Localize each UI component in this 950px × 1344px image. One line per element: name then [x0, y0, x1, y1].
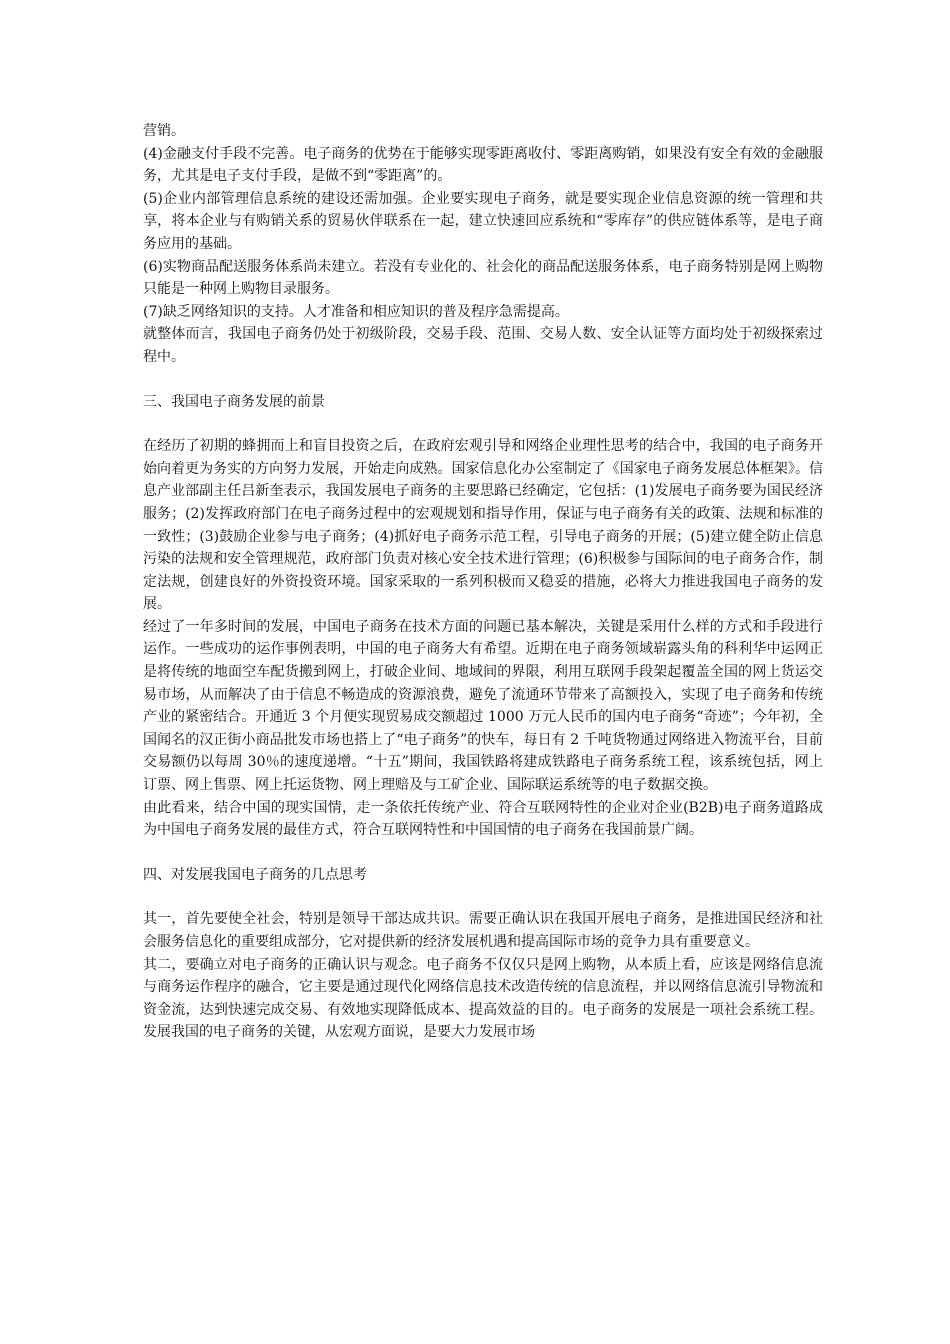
paragraph-item-6: (6)实物商品配送服务体系尚未建立。若没有专业化的、社会化的商品配送服务体系，电子商务特别是网上购物只能是一种网上购物目录服务。	[143, 258, 823, 298]
section-heading-4: 四、对发展我国电子商务的几点思考	[143, 866, 367, 883]
paragraph-item-7: (7)缺乏网络知识的支持。人才准备和相应知识的普及程序急需提高。	[143, 303, 569, 320]
paragraph-section4-2: 其二，要确立对电子商务的正确认识与观念。电子商务不仅仅只是网上购物，从本质上看，应该是网络信息流与商务运作程序的融合，它主要是通过现代化网络信息技术改造传统的信息流程，并以网络信息流引导物流和资金流，达到快速完成交易、有效地实现降低成本、提高效益的目的。电子商务的发展是一项社会系统工程。发展我国的电子商务的关键，从宏观方面说，是要大力发展市场	[143, 956, 823, 1041]
paragraph-marketing: 营销。	[143, 123, 185, 139]
paragraph-summary: 就整体而言，我国电子商务仍处于初级阶段，交易手段、范围、交易人数、安全认证等方面均处于初级探索过程中。	[143, 326, 823, 365]
section-heading-3: 三、我国电子商务发展的前景	[143, 393, 325, 410]
paragraph-section4-1: 其一，首先要使全社会，特别是领导干部达成共识。需要正确认识在我国开展电子商务，是推进国民经济和社会服务信息化的重要组成部分，它对提供新的经济发展机遇和提高国际市场的竞争力具有重要意义。	[143, 911, 823, 950]
paragraph-item-4: (4)金融支付手段不完善。电子商务的优势在于能够实现零距离收付、零距离购销，如果没有安全有效的金融服务，尤其是电子支付手段，是做不到“零距离”的。	[143, 145, 823, 185]
paragraph-section3-2: 经过了一年多时间的发展，中国电子商务在技术方面的问题已基本解决，关键是采用什么样的方式和手段进行运作。一些成功的运作事例表明，中国的电子商务大有希望。近期在电子商务领域崭露头角的科利华中运网正是将传统的地面空车配货搬到网上，打破企业间、地域间的界限，利用互联网手段架起覆盖全国的网上货运交易市场，从而解决了由于信息不畅造成的资源浪费，避免了流通环节带来了高额投入，实现了电子商务和传统产业的紧密结合。开通近 3 个月便实现贸易成交额超过 1000 万元人民币的国内电子商务“奇迹”；今年初，全国闻名的汉正街小商品批发市场也搭上了“电子商务”的快车，每日有 2 千吨货物通过网络进入物流平台，目前交易额仍以每周 30％的速度递增。“十五”期间，我国铁路将建成铁路电子商务系统工程，该系统包括，网上订票、网上售票、网上托运货物、网上理赔及与工矿企业、国际联运系统等的电子数据交换。	[143, 618, 823, 794]
paragraph-section3-3: 由此看来，结合中国的现实国情，走一条依托传统产业、符合互联网特性的企业对企业(B2B)电子商务道路成为中国电子商务发展的最佳方式，符合互联网特性和中国国情的电子商务在我国前景广阔。	[143, 799, 823, 839]
paragraph-section3-1: 在经历了初期的蜂拥而上和盲目投资之后，在政府宏观引导和网络企业理性思考的结合中，我国的电子商务开始向着更为务实的方向努力发展，开始走向成熟。国家信息化办公室制定了《国家电子商务发展总体框架》。信息产业部副主任吕新奎表示，我国发展电子商务的主要思路已经确定，它包括：(1)发展电子商务要为国民经济服务；(2)发挥政府部门在电子商务过程中的宏观规划和指导作用，保证与电子商务有关的政策、法规和标准的一致性；(3)鼓励企业参与电子商务；(4)抓好电子商务示范工程，引导电子商务的开展；(5)建立健全防止信息污染的法规和安全管理规范，政府部门负责对核心安全技术进行管理；(6)积极参与国际间的电子商务合作，制定法规，创建良好的外资投资环境。国家采取的一系列积极而又稳妥的措施，必将大力推进我国电子商务的发展。	[143, 438, 823, 613]
document-body	[143, 120, 823, 1044]
paragraph-item-5: (5)企业内部管理信息系统的建设还需加强。企业要实现电子商务，就是要实现企业信息资源的统一管理和共享，将本企业与有购销关系的贸易伙伴联系在一起，建立快速回应系统和“零库存”的供应链体系等，是电子商务应用的基础。	[143, 190, 823, 252]
